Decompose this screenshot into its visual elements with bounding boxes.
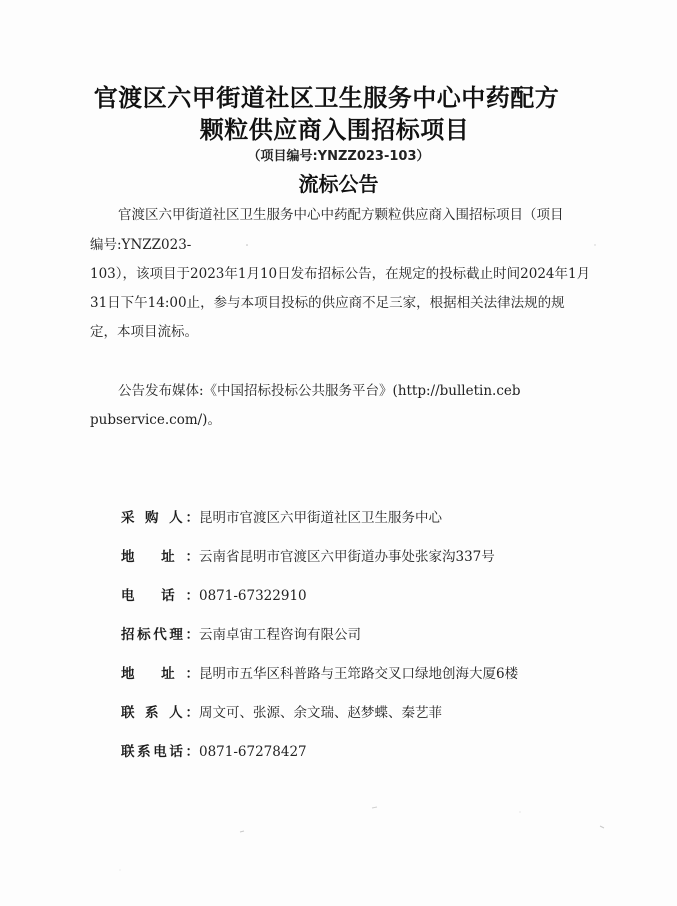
agency-row xyxy=(121,623,361,643)
scan-speck xyxy=(600,826,604,828)
purchaser-address-value: 云南省昆明市官渡区六甲街道办事处张家沟337号 xyxy=(199,549,495,565)
project-number: （项目编号:YNZZ023-103） xyxy=(247,149,430,164)
scan-speck xyxy=(119,869,120,870)
body-text-line: 定，本项目流标。 xyxy=(90,324,198,340)
purchaser-address-row xyxy=(121,545,495,565)
purchaser-value: 昆明市官渡区六甲街道社区卫生服务中心 xyxy=(199,510,442,526)
body-text-line: 31日下午14:00止，参与本项目投标的供应商不足三家，根据相关法律法规的规 xyxy=(90,295,565,311)
document-title-line-1: 官渡区六甲街道社区卫生服务中心中药配方 xyxy=(93,84,560,112)
body-text-line: 官渡区六甲街道社区卫生服务中心中药配方颗粒供应商入围招标项目（项目 xyxy=(118,207,564,223)
contact-phone-label: 联系电话： xyxy=(121,744,199,760)
purchaser-phone-row xyxy=(121,584,307,604)
body-text-line: 编号:YNZZ023- xyxy=(90,237,192,253)
agency-address-row xyxy=(121,662,518,682)
media-text-line: 公告发布媒体:《中国招标投标公共服务平台》(http://bulletin.ceb xyxy=(118,383,521,399)
media-text-line: pubservice.com/)。 xyxy=(90,412,221,428)
purchaser-phone-value: 0871-67322910 xyxy=(199,588,307,604)
scan-speck xyxy=(519,811,520,812)
contact-phone-row xyxy=(121,740,307,760)
scan-speck xyxy=(246,244,248,246)
contact-person-value: 周文可、张源、余文瑞、赵梦蝶、秦艺菲 xyxy=(199,705,442,721)
contact-phone-value: 0871-67278427 xyxy=(199,744,307,760)
scan-speck xyxy=(240,831,244,832)
notice-title: 流标公告 xyxy=(298,172,379,196)
purchaser-address-label: 地 址： xyxy=(121,549,199,565)
agency-label: 招标代理： xyxy=(121,627,199,643)
contact-person-row xyxy=(121,701,442,721)
scan-speck xyxy=(594,244,595,245)
agency-address-label: 地 址： xyxy=(121,666,199,682)
purchaser-label: 采 购 人： xyxy=(121,510,199,526)
scan-speck xyxy=(372,807,377,808)
body-text-line: 103），该项目于2023年1月10日发布招标公告，在规定的投标截止时间2024年1月 xyxy=(90,266,591,282)
purchaser-row xyxy=(121,506,442,526)
contact-person-label: 联 系 人： xyxy=(121,705,199,721)
agency-address-value: 昆明市五华区科普路与王筇路交叉口绿地创海大厦6楼 xyxy=(199,666,519,682)
document-title-line-2: 颗粒供应商入围招标项目 xyxy=(199,116,470,144)
agency-value: 云南卓宙工程咨询有限公司 xyxy=(199,627,361,643)
purchaser-phone-label: 电 话： xyxy=(121,588,199,604)
